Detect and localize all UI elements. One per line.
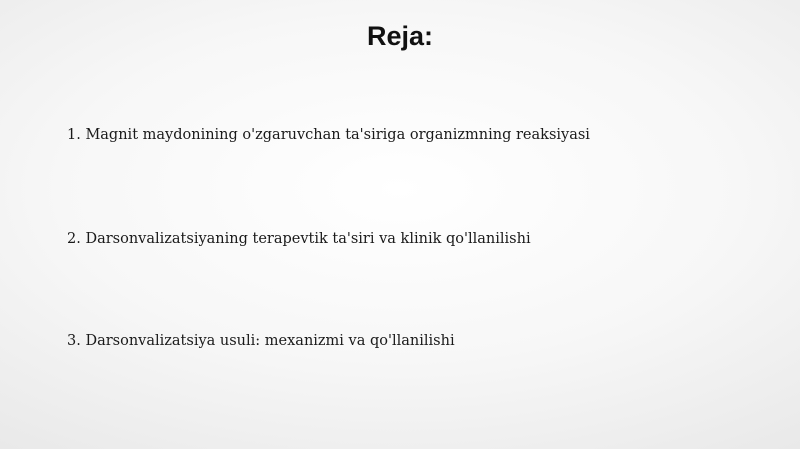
plan-item-3: 3. Darsonvalizatsiya usuli: mexanizmi va qo'llanilishi <box>67 333 455 349</box>
plan-item-2: 2. Darsonvalizatsiyaning terapevtik ta'siri va klinik qo'llanilishi <box>67 231 531 247</box>
slide-title: Reja: <box>366 21 434 51</box>
plan-item-1: 1. Magnit maydonining o'zgaruvchan ta'siriga organizmning reaksiyasi <box>67 127 590 143</box>
